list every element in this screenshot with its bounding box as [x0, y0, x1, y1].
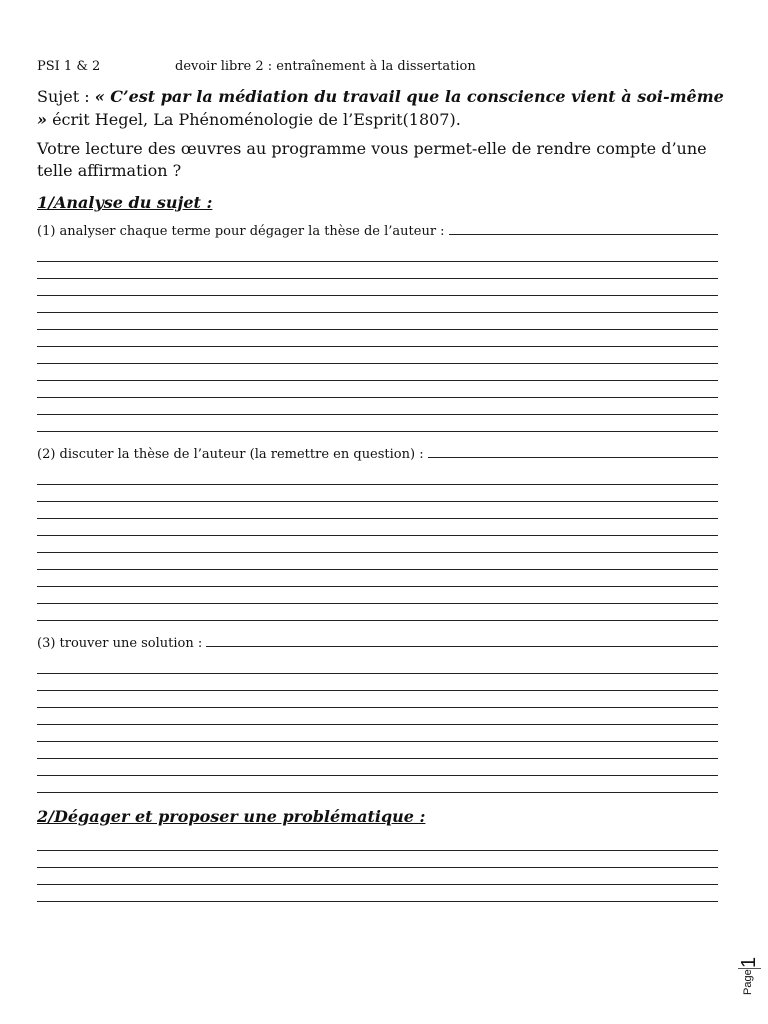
answer-line[interactable] — [37, 792, 718, 793]
class-label: PSI 1 & 2 — [37, 59, 101, 74]
prompt-find-solution-label: (3) trouver une solution : — [37, 636, 203, 651]
answer-line[interactable] — [37, 484, 718, 485]
prompt-discuss-thesis — [37, 444, 718, 462]
answer-line[interactable] — [37, 414, 718, 415]
answer-line[interactable] — [37, 312, 718, 313]
answer-line[interactable] — [37, 329, 718, 330]
assignment-title: devoir libre 2 : entraînement à la dissertation — [175, 59, 476, 74]
answer-line[interactable] — [37, 569, 718, 570]
answer-line[interactable] — [37, 552, 718, 553]
answer-line[interactable] — [37, 850, 718, 851]
answer-line[interactable] — [37, 741, 718, 742]
answer-line[interactable] — [37, 278, 718, 279]
answer-line[interactable] — [37, 707, 718, 708]
answer-line[interactable] — [37, 346, 718, 347]
answer-line[interactable] — [37, 775, 718, 776]
answer-line[interactable] — [37, 673, 718, 674]
answer-line[interactable] — [37, 518, 718, 519]
answer-line[interactable] — [37, 724, 718, 725]
essay-question: Votre lecture des œuvres au programme vous permet-elle de rendre compte d’une telle affirmation ? — [37, 139, 707, 180]
answer-line[interactable] — [37, 261, 718, 262]
subject-attribution: écrit Hegel, La Phénoménologie de l’Esprit(1807). — [47, 110, 461, 129]
answer-line[interactable] — [449, 234, 718, 235]
prompt-analyze-terms-label: (1) analyser chaque terme pour dégager la thèse de l’auteur : — [37, 224, 445, 239]
answer-line[interactable] — [37, 295, 718, 296]
page-word: Page — [742, 969, 754, 995]
answer-line[interactable] — [37, 867, 718, 868]
answer-line[interactable] — [37, 363, 718, 364]
answer-line[interactable] — [37, 586, 718, 587]
answer-line[interactable] — [37, 884, 718, 885]
answer-line[interactable] — [37, 397, 718, 398]
answer-line[interactable] — [428, 457, 718, 458]
page-number: 1 — [738, 956, 760, 968]
answer-line[interactable] — [37, 901, 718, 902]
answer-line[interactable] — [37, 690, 718, 691]
prompt-analyze-terms — [37, 221, 718, 239]
answer-line[interactable] — [37, 431, 718, 432]
answer-line[interactable] — [37, 603, 718, 604]
subject-statement — [37, 85, 727, 131]
answer-line[interactable] — [37, 535, 718, 536]
subject-quote: « C’est par la médiation du travail que la conscience vient à soi-même » — [37, 87, 724, 129]
page-indicator — [728, 955, 768, 995]
section-title-problematique: 2/Dégager et proposer une problématique : — [37, 807, 426, 826]
answer-line[interactable] — [37, 758, 718, 759]
answer-line[interactable] — [37, 620, 718, 621]
prompt-find-solution — [37, 633, 718, 651]
answer-line[interactable] — [206, 646, 718, 647]
section-title-analysis: 1/Analyse du sujet : — [37, 193, 213, 212]
answer-line[interactable] — [37, 501, 718, 502]
subject-prefix: Sujet : — [37, 87, 95, 106]
answer-line[interactable] — [37, 380, 718, 381]
prompt-discuss-thesis-label: (2) discuter la thèse de l’auteur (la remettre en question) : — [37, 447, 424, 462]
